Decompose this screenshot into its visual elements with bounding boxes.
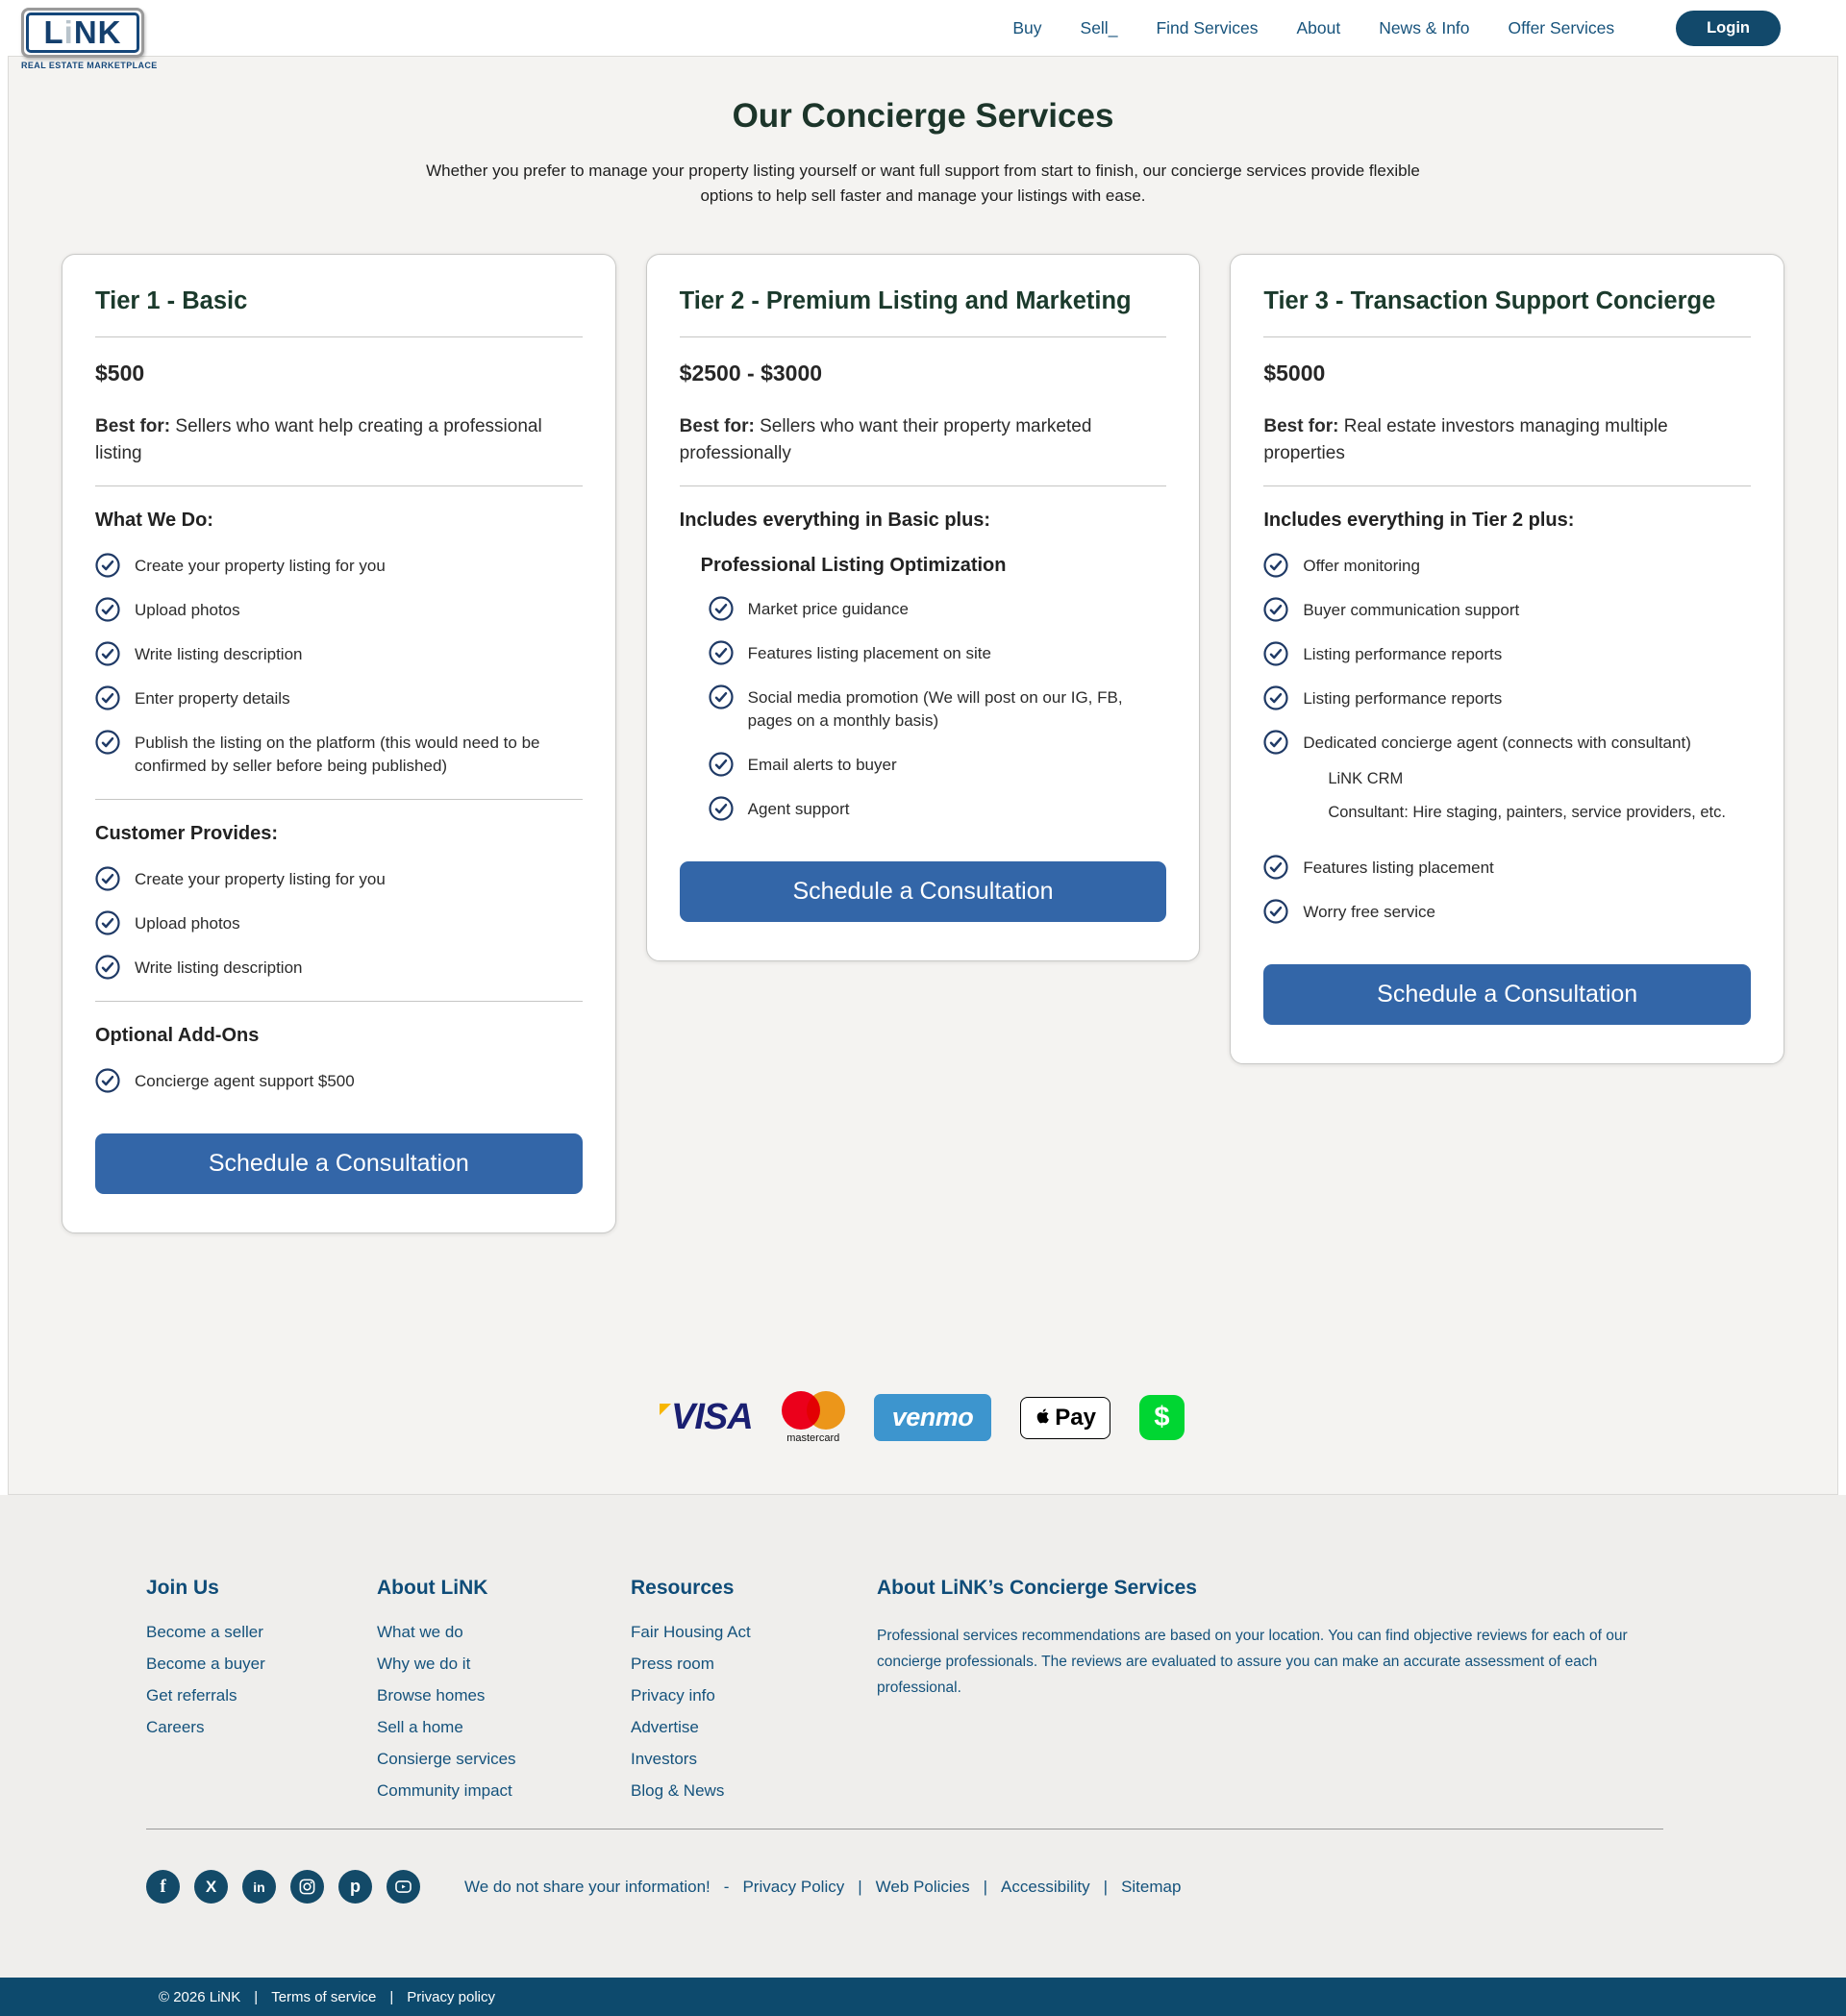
feature-item bbox=[709, 686, 1167, 733]
feature-text: Create your property listing for you bbox=[135, 557, 386, 576]
logo-frame bbox=[21, 8, 144, 58]
divider bbox=[95, 336, 583, 337]
no-share-notice: We do not share your information! bbox=[464, 1877, 711, 1896]
footer-column-join-us bbox=[146, 1577, 377, 1813]
sub-bullet: LiNK CRM bbox=[1328, 770, 1404, 788]
hero-section bbox=[9, 97, 1837, 208]
tier-1-card bbox=[62, 254, 616, 1233]
feature-text: Email alerts to buyer bbox=[747, 755, 897, 774]
link-logo[interactable] bbox=[21, 8, 158, 71]
tier-title: Tier 3 - Transaction Support Concierge bbox=[1263, 287, 1716, 314]
mastercard-label: mastercard bbox=[786, 1432, 840, 1444]
divider bbox=[680, 485, 1167, 486]
copyright-text: © 2026 LiNK bbox=[159, 1988, 241, 2005]
section-subheading: Professional Listing Optimization bbox=[700, 555, 1007, 577]
feature-item bbox=[1263, 687, 1751, 710]
web-policies-link[interactable]: Web Policies bbox=[875, 1877, 970, 1896]
feature-text: Features listing placement on site bbox=[747, 644, 991, 663]
footer-link[interactable]: Sell a home bbox=[377, 1718, 463, 1736]
feature-text: Market price guidance bbox=[747, 600, 909, 619]
footer-link[interactable]: Why we do it bbox=[377, 1655, 471, 1673]
feature-item bbox=[709, 754, 1167, 777]
logo-letter-i: i bbox=[63, 14, 74, 50]
section-heading: What We Do: bbox=[95, 510, 213, 532]
feature-text: Write listing description bbox=[135, 958, 303, 977]
feature-text: Create your property listing for you bbox=[135, 869, 386, 888]
feature-item bbox=[95, 599, 583, 622]
footer-heading: About LiNK bbox=[377, 1577, 488, 1599]
footer-link[interactable]: Advertise bbox=[631, 1718, 699, 1736]
feature-list bbox=[95, 555, 583, 778]
visa-logo bbox=[661, 1397, 753, 1438]
footer-link[interactable]: Community impact bbox=[377, 1781, 512, 1800]
schedule-consultation-button[interactable]: Schedule a Consultation bbox=[680, 861, 1167, 922]
footer-links bbox=[631, 1623, 877, 1801]
tier-best-for bbox=[1263, 413, 1751, 466]
check-icon bbox=[95, 553, 120, 578]
page-subtitle: Whether you prefer to manage your property listing yourself or want full support from start to finish, our concierge services provide flexible options to help sell faster and manage your listings with ease. bbox=[426, 162, 1420, 205]
feature-list bbox=[1263, 555, 1751, 924]
nav-sell[interactable]: Sell_ bbox=[1080, 17, 1118, 37]
sub-bullet-list bbox=[1328, 768, 1726, 824]
instagram-icon[interactable] bbox=[290, 1870, 324, 1904]
logo-letter: L bbox=[43, 14, 64, 50]
check-icon bbox=[1263, 855, 1288, 880]
feature-text: Write listing description bbox=[135, 645, 303, 664]
footer bbox=[0, 1495, 1846, 1978]
best-for-text: Sellers who want help creating a professional listing bbox=[95, 416, 542, 463]
terms-of-service-link[interactable]: Terms of service bbox=[271, 1988, 377, 2005]
feature-item bbox=[95, 643, 583, 666]
pipe-separator bbox=[389, 1989, 393, 2005]
mastercard-circles bbox=[782, 1391, 845, 1430]
check-icon bbox=[1263, 685, 1288, 710]
feature-item bbox=[1263, 555, 1751, 578]
best-for-label: Best for: bbox=[95, 416, 171, 437]
divider bbox=[680, 336, 1167, 337]
tier-price: $2500 - $3000 bbox=[679, 361, 823, 386]
check-icon bbox=[95, 955, 120, 980]
tier-title: Tier 1 - Basic bbox=[95, 287, 248, 314]
linkedin-icon[interactable]: in bbox=[242, 1870, 276, 1904]
facebook-icon[interactable]: f bbox=[146, 1870, 180, 1904]
visa-wordmark: VISA bbox=[671, 1397, 753, 1437]
nav-news-info[interactable]: News & Info bbox=[1379, 17, 1470, 37]
feature-item bbox=[709, 642, 1167, 665]
check-icon bbox=[95, 866, 120, 891]
check-icon bbox=[1263, 597, 1288, 622]
divider bbox=[95, 485, 583, 486]
feature-text: Offer monitoring bbox=[1303, 557, 1420, 576]
pipe-separator bbox=[1104, 1878, 1108, 1897]
feature-list bbox=[709, 598, 1167, 821]
check-icon bbox=[95, 685, 120, 710]
footer-link[interactable]: Browse homes bbox=[377, 1686, 486, 1705]
logo-tagline: REAL ESTATE MARKETPLACE bbox=[21, 61, 158, 71]
footer-column-about-link bbox=[377, 1577, 631, 1813]
section-divider bbox=[95, 1001, 583, 1002]
sub-bullet: Consultant: Hire staging, painters, service providers, etc. bbox=[1328, 804, 1726, 822]
footer-bottom-row bbox=[0, 1870, 1846, 1904]
check-icon bbox=[95, 730, 120, 755]
footer-link[interactable]: Careers bbox=[146, 1718, 205, 1736]
feature-text: Listing performance reports bbox=[1303, 645, 1503, 664]
tier-2-card bbox=[646, 254, 1201, 961]
tier-title: Tier 2 - Premium Listing and Marketing bbox=[679, 287, 1132, 314]
check-icon bbox=[1263, 553, 1288, 578]
nav-find-services[interactable]: Find Services bbox=[1156, 17, 1259, 37]
footer-columns bbox=[0, 1577, 1846, 1813]
feature-item bbox=[95, 1070, 583, 1093]
feature-item bbox=[95, 912, 583, 935]
tier-price: $500 bbox=[95, 361, 145, 386]
feature-text: Dedicated concierge agent (connects with consultant) bbox=[1303, 734, 1691, 753]
check-icon bbox=[95, 1068, 120, 1093]
footer-link[interactable]: Become a buyer bbox=[146, 1655, 265, 1673]
section-heading: Includes everything in Basic plus: bbox=[679, 510, 991, 532]
check-icon bbox=[709, 596, 734, 621]
feature-item bbox=[95, 732, 583, 778]
feature-text: Social media promotion (We will post on our IG, FB, pages on a monthly basis) bbox=[747, 688, 1123, 731]
feature-text: Features listing placement bbox=[1303, 859, 1494, 878]
feature-item bbox=[1263, 732, 1751, 835]
feature-text: Upload photos bbox=[135, 601, 240, 620]
divider bbox=[1263, 485, 1751, 486]
dash-separator: - bbox=[723, 1877, 730, 1896]
nav-offer-services[interactable]: Offer Services bbox=[1508, 17, 1615, 37]
privacy-policy-link[interactable]: Privacy Policy bbox=[742, 1877, 845, 1896]
schedule-consultation-button[interactable]: Schedule a Consultation bbox=[95, 1133, 583, 1194]
section-heading: Optional Add-Ons bbox=[95, 1024, 260, 1046]
feature-text: Concierge agent support $500 bbox=[135, 1071, 355, 1090]
check-icon bbox=[1263, 899, 1288, 924]
payment-methods-row bbox=[9, 1333, 1837, 1444]
tier-best-for bbox=[95, 413, 583, 466]
footer-links bbox=[146, 1623, 377, 1737]
venmo-logo: venmo bbox=[874, 1394, 992, 1441]
logo-text bbox=[26, 12, 139, 53]
pricing-tiers-row bbox=[9, 254, 1837, 1233]
footer-link[interactable]: Consierge services bbox=[377, 1750, 516, 1768]
check-icon bbox=[95, 597, 120, 622]
youtube-icon[interactable] bbox=[387, 1870, 420, 1904]
footer-link[interactable]: Blog & News bbox=[631, 1781, 725, 1800]
best-for-label: Best for: bbox=[1263, 416, 1339, 437]
footer-heading: About LiNK’s Concierge Services bbox=[877, 1577, 1197, 1599]
schedule-consultation-button[interactable]: Schedule a Consultation bbox=[1263, 964, 1751, 1025]
main-content bbox=[8, 56, 1838, 1495]
feature-item bbox=[95, 687, 583, 710]
feature-item bbox=[1263, 901, 1751, 924]
privacy-policy-bottom-link[interactable]: Privacy policy bbox=[407, 1988, 495, 2005]
footer-link[interactable]: What we do bbox=[377, 1623, 463, 1641]
check-icon bbox=[95, 910, 120, 935]
footer-link[interactable]: Get referrals bbox=[146, 1686, 237, 1705]
copyright-bar bbox=[0, 1978, 1846, 2016]
logo-letters-nk: NK bbox=[73, 14, 122, 50]
footer-heading: Join Us bbox=[146, 1577, 219, 1599]
footer-link[interactable]: Investors bbox=[631, 1750, 697, 1768]
check-icon bbox=[709, 752, 734, 777]
apple-icon bbox=[1035, 1405, 1052, 1431]
nav-about[interactable]: About bbox=[1296, 17, 1341, 37]
section-divider bbox=[95, 799, 583, 800]
footer-column-resources bbox=[631, 1577, 877, 1813]
visa-accent bbox=[660, 1404, 671, 1415]
social-icons bbox=[146, 1870, 420, 1904]
page-title: Our Concierge Services bbox=[732, 97, 1114, 135]
top-navigation-bar bbox=[0, 0, 1846, 71]
check-icon bbox=[1263, 730, 1288, 755]
divider bbox=[1263, 336, 1751, 337]
feature-text: Worry free service bbox=[1303, 903, 1435, 922]
feature-item bbox=[709, 598, 1167, 621]
feature-item bbox=[95, 555, 583, 578]
best-for-label: Best for: bbox=[679, 416, 755, 437]
apple-pay-logo bbox=[1020, 1397, 1110, 1439]
best-for-text: Real estate investors managing multiple properties bbox=[1263, 416, 1668, 463]
section-heading: Customer Provides: bbox=[95, 822, 279, 844]
feature-list bbox=[95, 868, 583, 980]
footer-heading: Resources bbox=[631, 1577, 735, 1599]
check-icon bbox=[709, 796, 734, 821]
pipe-separator bbox=[858, 1878, 861, 1897]
tier-best-for bbox=[680, 413, 1167, 466]
feature-item bbox=[95, 868, 583, 891]
feature-item bbox=[1263, 857, 1751, 880]
footer-legal-row bbox=[464, 1878, 1181, 1897]
feature-text: Publish the listing on the platform (this would need to be confirmed by seller before being published) bbox=[135, 734, 540, 776]
feature-item bbox=[1263, 643, 1751, 666]
check-icon bbox=[709, 640, 734, 665]
feature-item bbox=[709, 798, 1167, 821]
pipe-separator bbox=[254, 1989, 258, 2005]
feature-list bbox=[95, 1070, 583, 1093]
feature-text: Upload photos bbox=[135, 913, 240, 933]
cash-app-logo: $ bbox=[1139, 1395, 1185, 1440]
footer-about-text: Professional services recommendations are based on your location. You can find objective reviews for each of our concierge professionals. The reviews are evaluated to assure you can make an accurate assessment of each professional. bbox=[877, 1628, 1628, 1697]
mastercard-logo bbox=[782, 1391, 845, 1444]
feature-text: Buyer communication support bbox=[1303, 601, 1520, 620]
apple-pay-text: Pay bbox=[1055, 1404, 1096, 1431]
footer-link[interactable]: Privacy info bbox=[631, 1686, 715, 1705]
tier-3-card bbox=[1230, 254, 1784, 1064]
accessibility-link[interactable]: Accessibility bbox=[1001, 1877, 1090, 1896]
check-icon bbox=[1263, 641, 1288, 666]
feature-text: Agent support bbox=[747, 799, 850, 818]
footer-links bbox=[377, 1623, 631, 1801]
section-heading: Includes everything in Tier 2 plus: bbox=[1263, 510, 1575, 532]
feature-text: Listing performance reports bbox=[1303, 689, 1503, 709]
x-icon[interactable]: X bbox=[194, 1870, 228, 1904]
footer-link[interactable]: Become a seller bbox=[146, 1623, 263, 1641]
footer-link[interactable]: Fair Housing Act bbox=[631, 1623, 751, 1641]
best-for-text: Sellers who want their property marketed professionally bbox=[679, 416, 1092, 463]
tier-price: $5000 bbox=[1263, 361, 1326, 386]
feature-item bbox=[95, 957, 583, 980]
pipe-separator bbox=[984, 1878, 987, 1897]
main-nav bbox=[1012, 0, 1781, 56]
pinterest-icon[interactable]: p bbox=[338, 1870, 372, 1904]
footer-about-concierge bbox=[877, 1577, 1684, 1813]
footer-link[interactable]: Press room bbox=[631, 1655, 714, 1673]
login-button[interactable]: Login bbox=[1676, 11, 1781, 46]
feature-item bbox=[1263, 599, 1751, 622]
tier-sections bbox=[95, 510, 583, 1093]
feature-text: Enter property details bbox=[135, 689, 290, 709]
check-icon bbox=[95, 641, 120, 666]
nav-buy[interactable]: Buy bbox=[1012, 17, 1042, 37]
tier-sections bbox=[1263, 510, 1751, 924]
sitemap-link[interactable]: Sitemap bbox=[1121, 1877, 1182, 1896]
tier-sections bbox=[680, 510, 1167, 821]
check-icon bbox=[709, 684, 734, 709]
